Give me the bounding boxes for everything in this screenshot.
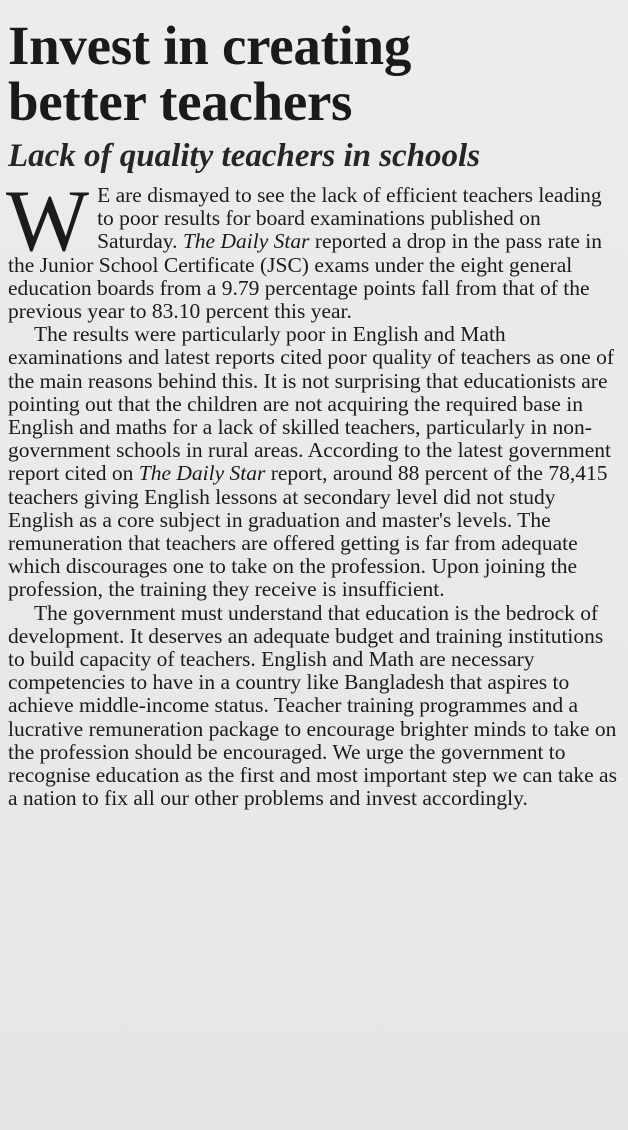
paragraph-3: The government must understand that education is the bedrock of development. It deserves an adequate budget and training institutions to build capacity of teachers. English and Math are necessary competencies to have in a country like Bangladesh that aspires to achieve middle-income status. Teacher training programmes and a lucrative remuneration package to encourage brighter minds to take on the profession should be encouraged. We urge the government to recognise education as the first and most important step we can take as a nation to fix all our other problems and invest accordingly. — [8, 600, 617, 811]
paragraph-2-text-b: report, around 88 percent of the 78,415 teachers giving English lessons at secondary level did not study English as a core subject in graduation and master's levels. The remuneration that teachers are offered getting is far from adequate which discourages one to take on the profession. Upon joining the profession, the training they receive is insufficient. — [8, 461, 608, 602]
paragraph-2-text-a: The results were particularly poor in English and Math examinations and latest reports cited poor quality of teachers as one of the main reasons behind this. It is not surprising that educationists are pointing out that the children are not acquiring the required base in English and maths for a lack of skilled teachers, particularly in non-government schools in rural areas. According to the latest government report cited on — [8, 322, 614, 486]
headline — [8, 15, 618, 132]
paragraph-2 — [8, 323, 618, 601]
paragraph-1-publication-name: The Daily Star — [182, 229, 310, 254]
paragraph-1-text-a: E are dismayed to see the lack of efficient teachers leading to poor results for board examinations published on Saturday. — [97, 183, 602, 254]
paragraph-1 — [6, 173, 618, 324]
headline-line-1: Invest in creating — [8, 15, 412, 76]
subheadline: Lack of quality teachers in schools — [8, 138, 481, 174]
drop-cap: W — [6, 173, 90, 270]
paragraph-1-text-b: reported a drop in the pass rate in the Junior School Certificate (JSC) exams under the eight general education boards from a 9.79 percentage points fall from that of the previous year to 83.10 percent this year. — [8, 229, 602, 324]
paragraph-2-publication-name: The Daily Star — [138, 461, 266, 486]
article-body — [6, 173, 618, 811]
headline-line-2: better teachers — [8, 71, 353, 132]
